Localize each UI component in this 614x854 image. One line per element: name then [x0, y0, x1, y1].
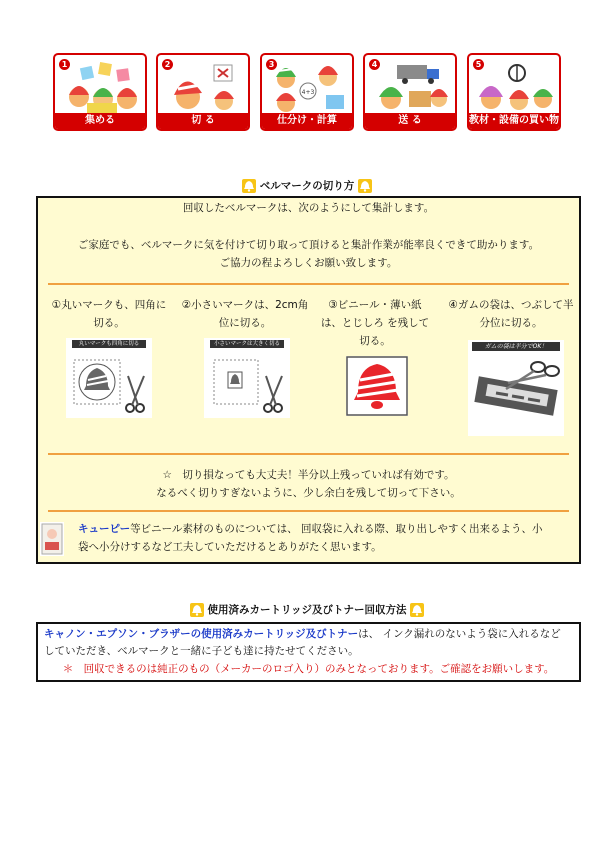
step-label: 送 る [365, 113, 455, 129]
step-label: 切 る [158, 113, 248, 129]
vinyl-note [78, 520, 573, 556]
image-caption: 丸いマークも四角に切る [72, 340, 146, 348]
kewpie-product-icon [40, 522, 64, 556]
bell-mark-icon [358, 179, 372, 193]
svg-text:4+3: 4+3 [301, 89, 315, 96]
delivery-truck-illustration [367, 61, 455, 113]
children-collecting-illustration [57, 61, 145, 113]
step-number: 1 [59, 59, 70, 70]
red-bell-mark-image [346, 356, 408, 416]
bell-cutting-guide-box [36, 196, 581, 564]
step-label: 仕分け・計算 [262, 113, 352, 129]
cartridge-section-title: 使用済みカートリッジ及びトナー回収方法 [207, 604, 407, 616]
divider [48, 283, 569, 285]
round-bell-mark-with-scissors [66, 350, 152, 418]
step-number: 4 [369, 59, 380, 70]
step-number: 2 [162, 59, 173, 70]
tip-text: 切る。 [359, 335, 391, 347]
step-card-collect [53, 53, 147, 131]
cartridge-collection-box [36, 622, 581, 682]
tip-text: ③ビニール・薄い紙 [328, 299, 422, 311]
gum-wrapper-cut-image [468, 340, 564, 436]
gum-wrapper-with-scissors [468, 353, 564, 435]
divider [48, 510, 569, 512]
round-mark-cut-image [66, 338, 152, 418]
cartridge-instructions [44, 626, 573, 660]
tip-text: は、とじしろ を残して [320, 317, 430, 329]
step-card-purchase [467, 53, 561, 131]
ok-text-line1: ☆ 切り損なっても大丈夫！半分以上残っていれば有効です。 [162, 469, 455, 481]
tip-text: ①丸いマークも、四角に [51, 299, 167, 311]
tip-small-mark [174, 296, 316, 332]
tip-round-mark [38, 296, 180, 332]
tip-text: ④ガムの袋は、つぶして半 [448, 299, 574, 311]
cartridge-section-header [0, 602, 614, 617]
bell-mark-icon [190, 603, 204, 617]
note-text: 等ビニール素材のものについては、 回収袋に入れる際、取り出しやすく出来るよう、小 [130, 523, 543, 535]
cartridge-text-line2: していただき、ベルマークと一緒に子ども達に持たせてください。 [44, 645, 359, 657]
step-label: 集める [55, 113, 145, 129]
children-sorting-illustration [264, 61, 352, 113]
genuine-only-warning: ＊ 回収できるのは純正のもの（メーカーのロゴ入り）のみとなっております。ご確認をお願いします。 [62, 663, 555, 675]
step-card-cut [156, 53, 250, 131]
small-bell-mark-with-scissors [204, 350, 290, 418]
step-number: 5 [473, 59, 484, 70]
tip-text: ②小さいマークは、2cm角 [181, 299, 309, 311]
step-label: 教材・設備の買い物 [469, 113, 559, 129]
ok-text-line2: なるべく切りすぎないように、少し余白を残して切って下さい。 [156, 487, 461, 499]
children-cutting-illustration [160, 61, 248, 113]
tip-text: 切る。 [93, 317, 125, 329]
note-text-line2: 袋へ小分けするなど工夫していただけるとありがたく思います。 [78, 541, 382, 553]
divider [48, 453, 569, 455]
bell-section-header [0, 178, 614, 193]
tip-gum-wrapper [440, 296, 582, 332]
cartridge-text: は、 インク漏れのないよう袋に入れるなど [358, 628, 561, 640]
step-card-send [363, 53, 457, 131]
bell-mark-icon [410, 603, 424, 617]
bell-mark-icon [242, 179, 256, 193]
intro-text: 回収したベルマークは、次のようにして集計します。 [182, 202, 435, 214]
cartridge-brands: キャノン・エプソン・ブラザーの使用済みカートリッジ及びトナー [44, 628, 359, 640]
step-number: 3 [266, 59, 277, 70]
note-brand: キューピー [78, 523, 131, 535]
small-mark-cut-image [204, 338, 290, 418]
tip-text: 分位に切る。 [479, 317, 543, 329]
request-text-line2: ご協力の程よろしくお願い致します。 [219, 257, 398, 269]
unicycle-equipment-illustration [471, 61, 559, 113]
red-bell-mark-icon [346, 356, 408, 416]
request-text-line1: ご家庭でも、ベルマークに気を付けて切り取って頂けると集計作業が能率良くできて助かります。 [77, 239, 540, 251]
bell-section-title: ベルマークの切り方 [259, 180, 355, 192]
image-caption: 小さいマークは大きく切る [210, 340, 284, 348]
image-caption: ガムの袋は半分でOK！ [472, 342, 560, 351]
tip-text: 位に切る。 [218, 317, 272, 329]
tip-vinyl-mark [310, 296, 440, 350]
step-card-sort [260, 53, 354, 131]
process-steps [53, 53, 561, 133]
